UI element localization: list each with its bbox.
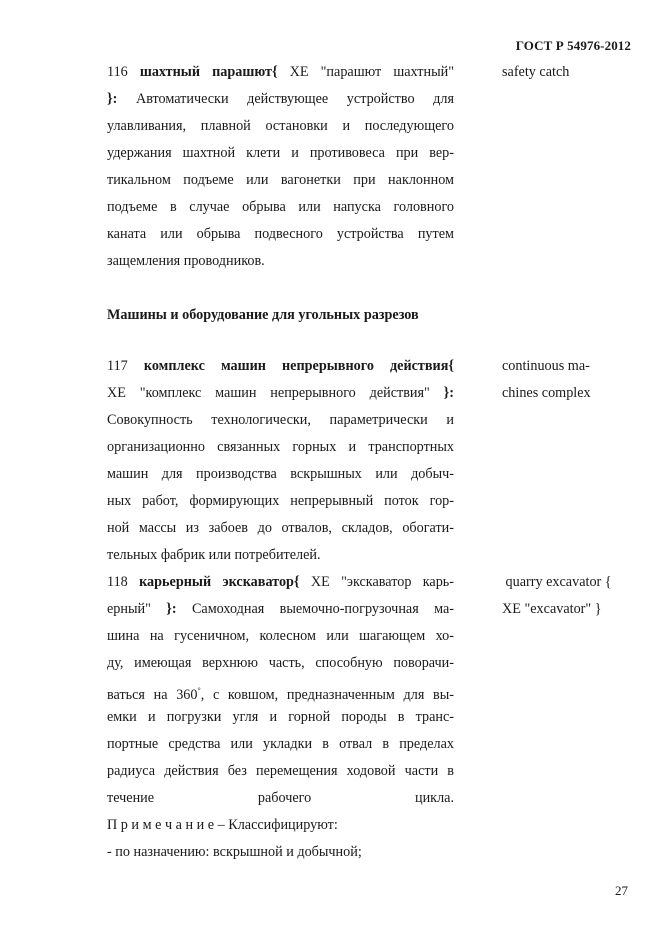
entry-line: машин для производства вскрышных или добыч- bbox=[107, 466, 454, 482]
entry-line: защемления проводников. bbox=[107, 253, 265, 269]
entry-line: ных работ, формирующих непрерывный поток гор- bbox=[107, 493, 454, 509]
standard-designation: ГОСТ Р 54976-2012 bbox=[515, 38, 631, 53]
entry-note: П р и м е ч а н и е – Классифицируют: bbox=[107, 817, 338, 833]
entry-line: организационно связанных горных и транспортных bbox=[107, 439, 454, 455]
entry-line: 116 шахтный парашют{ XE "парашют шахтный" bbox=[107, 64, 454, 80]
entry-line: каната или обрыва подвесного устройства путем bbox=[107, 226, 454, 242]
section-title: Машины и оборудование для угольных разрезов bbox=[107, 307, 419, 323]
term-entry-118 bbox=[107, 569, 454, 866]
entry-line: емки и погрузки угля и горной породы в транс- bbox=[107, 709, 454, 725]
entry-line: течение рабочего цикла. bbox=[107, 790, 454, 806]
entry-line: ерный" }: Самоходная выемочно-погрузочная ма- bbox=[107, 601, 454, 617]
entry-line: }: Автоматически действующее устройство для bbox=[107, 91, 454, 107]
term-entry-116 bbox=[107, 59, 454, 275]
page-number: 27 bbox=[615, 883, 628, 898]
entry-line: подъеме в случае обрыва или напуска головного bbox=[107, 199, 454, 215]
english-term-117: continuous ma- chines complex bbox=[502, 358, 591, 401]
entry-line: удержания шахтной клети и противовеса при вер- bbox=[107, 145, 454, 161]
entry-line: шина на гусеничном, колесном или шагающем хо- bbox=[107, 628, 454, 644]
entry-line: ной массы из забоев до отвалов, складов, обогати- bbox=[107, 520, 454, 536]
english-term-116: safety catch bbox=[502, 64, 570, 80]
entry-line: Совокупность технологически, параметрически и bbox=[107, 412, 454, 428]
english-term-118: quarry excavator { XE "excavator" } bbox=[502, 574, 612, 617]
entry-line: 117 комплекс машин непрерывного действия{ bbox=[107, 358, 454, 374]
entry-line: ваться на 360°, с ковшом, предназначенным для вы- bbox=[107, 686, 454, 703]
entry-line: улавливания, плавной остановки и последующего bbox=[107, 118, 454, 134]
entry-line: тикальном подъеме или вагонетки при наклонном bbox=[107, 172, 454, 188]
entry-line: портные средства или укладки в отвал в пределах bbox=[107, 736, 454, 752]
entry-line: XE "комплекс машин непрерывного действия" }: bbox=[107, 385, 454, 401]
entry-line: 118 карьерный экскаватор{ XE "экскаватор карь- bbox=[107, 574, 454, 590]
term-entry-117 bbox=[107, 353, 454, 569]
entry-line: тельных фабрик или потребителей. bbox=[107, 547, 321, 563]
entry-line: радиуса действия без перемещения ходовой части в bbox=[107, 763, 454, 779]
entry-line: ду, имеющая верхнюю часть, способную поворачи- bbox=[107, 655, 454, 671]
entry-note-item: - по назначению: вскрышной и добычной; bbox=[107, 844, 362, 860]
